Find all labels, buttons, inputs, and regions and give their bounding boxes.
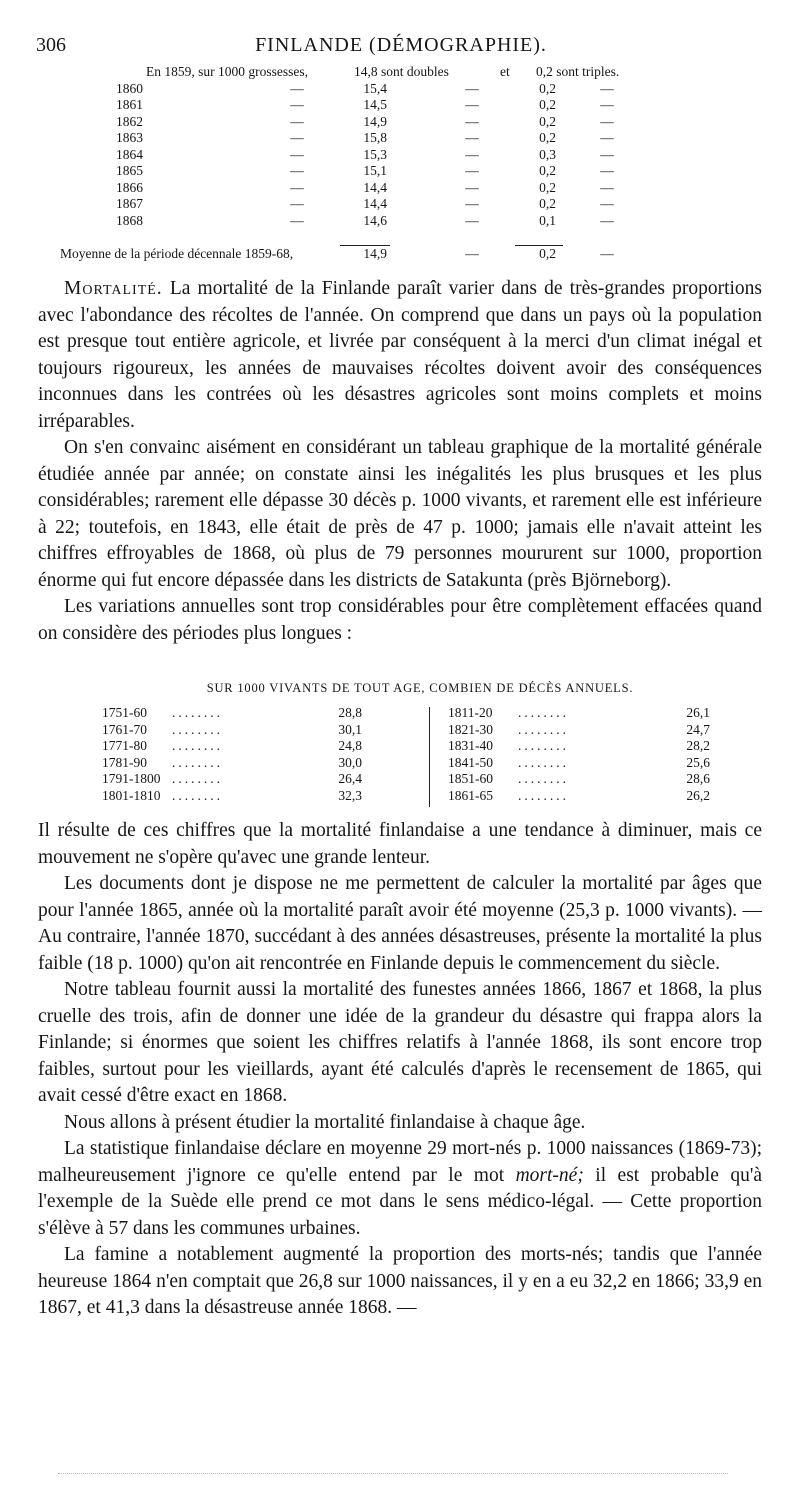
- annual-rate: 30,0: [338, 754, 362, 770]
- annual-deaths-row: [448, 788, 710, 805]
- annual-deaths-row: [102, 705, 362, 722]
- twin-dash: —: [600, 113, 614, 129]
- twin-dash: —: [290, 113, 304, 129]
- annual-period: 1751-60: [102, 705, 147, 720]
- annual-period: 1841-50: [448, 754, 493, 770]
- twin-dash: —: [290, 97, 304, 112]
- twin-dash: —: [465, 80, 479, 96]
- twin-dash: —: [600, 97, 614, 112]
- twin-dash: —: [600, 163, 614, 178]
- twin-triples: 0,2: [539, 130, 556, 145]
- annual-deaths-row: [102, 755, 362, 772]
- twin-first-label: En 1859, sur 1000 grossesses,: [146, 64, 308, 79]
- twin-dash: —: [600, 212, 614, 228]
- annual-rate: 24,7: [686, 721, 710, 737]
- twin-mean-row: [60, 246, 660, 263]
- twin-year: 1863: [116, 130, 143, 145]
- twin-doubles: 14,9: [363, 113, 387, 129]
- annual-period: 1821-30: [448, 721, 493, 737]
- twin-triples: 0,2: [539, 80, 556, 96]
- twin-doubles: 15,3: [363, 146, 387, 162]
- twin-dash: —: [290, 179, 304, 195]
- leader-dots: ........: [172, 721, 223, 737]
- twin-year: 1861: [116, 97, 143, 112]
- annual-period: 1801-1810: [102, 787, 161, 803]
- twin-row: [60, 163, 660, 180]
- twin-row: [60, 130, 660, 147]
- page-header: [36, 34, 766, 58]
- twin-year: 1868: [116, 212, 143, 228]
- annual-rate: 28,6: [686, 771, 710, 786]
- twin-row: [60, 81, 660, 98]
- annual-rate: 25,6: [686, 754, 710, 770]
- leader-dots: ........: [172, 754, 223, 770]
- after-p5-b: il est probable qu'à l'exemple de la Suède elle prend ce mot dans le sens médico-légal. — Cette proportion s'élève à 57 dans les communes urbaines.: [38, 1164, 762, 1239]
- twin-triples: 0,2: [539, 179, 556, 195]
- annual-deaths-row: [448, 771, 710, 788]
- twin-doubles: 14,4: [363, 196, 387, 211]
- twin-dash: —: [600, 130, 614, 145]
- twin-dash: —: [290, 196, 304, 211]
- after-table-section: [38, 818, 762, 1322]
- annual-deaths-row: [448, 755, 710, 772]
- annual-deaths-row: [448, 738, 710, 755]
- twin-dash: —: [465, 130, 479, 145]
- page-number: 306: [36, 34, 66, 56]
- twin-mean-dash-end: —: [600, 246, 614, 261]
- twin-doubles: 15,1: [363, 163, 387, 178]
- annual-period: 1771-80: [102, 738, 147, 753]
- mortality-section: [38, 276, 762, 647]
- twin-doubles: 15,4: [363, 80, 387, 96]
- twin-dash: —: [465, 146, 479, 162]
- annual-period: 1781-90: [102, 754, 147, 770]
- twin-doubles: 14,5: [363, 97, 387, 112]
- twin-row: [60, 97, 660, 114]
- twin-year: 1860: [116, 80, 143, 96]
- leader-dots: ........: [172, 771, 223, 786]
- twin-dash: —: [600, 80, 614, 96]
- twin-year: 1867: [116, 196, 143, 211]
- twin-year: 1865: [116, 163, 143, 178]
- annual-deaths-row: [102, 738, 362, 755]
- twin-dash: —: [465, 179, 479, 195]
- twin-mean-doubles: 14,9: [363, 246, 387, 261]
- twin-triples: 0,3: [539, 146, 556, 162]
- annual-period: 1861-65: [448, 787, 493, 803]
- twin-first-et: et: [500, 64, 510, 79]
- twin-doubles: 14,4: [363, 179, 387, 195]
- twin-dash: —: [465, 113, 479, 129]
- leader-dots: ........: [518, 771, 569, 786]
- twin-births-table: [60, 64, 660, 261]
- twin-dash: —: [290, 212, 304, 228]
- twin-row: [60, 213, 660, 230]
- leader-dots: ........: [518, 787, 569, 803]
- leader-dots: ........: [172, 787, 223, 803]
- mortality-paragraph-1: [38, 276, 762, 435]
- twin-row: [60, 114, 660, 131]
- twin-mean-label: Moyenne de la période décennale 1859-68,: [60, 246, 294, 261]
- twin-row: [60, 196, 660, 213]
- leader-dots: ........: [518, 738, 569, 753]
- twin-year: 1864: [116, 146, 143, 162]
- after-paragraph-6: La famine a notablement augmenté la proportion des morts-nés; tandis que l'année heureuse 1864 n'en comptait que 26,8 sur 1000 naissances, il y en a eu 32,2 en 1866; 33,9 en 1867, et 41,3 dans la désastreuse année 1868. —: [38, 1244, 762, 1318]
- leader-dots: ........: [172, 738, 223, 753]
- annual-rate: 24,8: [338, 738, 362, 753]
- annual-deaths-caption: SUR 1000 VIVANTS DE TOUT AGE, COMBIEN DE DÉCÈS ANNUELS.: [206, 681, 634, 695]
- annual-deaths-right-column: [448, 705, 710, 804]
- twin-year: 1866: [116, 179, 143, 195]
- twin-triples: 0,1: [539, 212, 556, 228]
- after-paragraph-3: Notre tableau fournit aussi la mortalité des funestes années 1866, 1867 et 1868, la plus cruelle des trois, afin de donner une idée de la grandeur du désastre qui frappa alors la Finlande; si énormes que soient les chiffres relatifs à l'année 1868, ils sont encore trop faibles, surtout pour les vieillards, ayant été calculés d'après le recensement de 1865, qui avait cessé d'être exact en 1868.: [38, 979, 762, 1106]
- bottom-rule: [58, 1473, 728, 1474]
- annual-deaths-row: [102, 722, 362, 739]
- annual-deaths-row: [102, 788, 362, 805]
- after-paragraph-1: Il résulte de ces chiffres que la mortalité finlandaise a une tendance à diminuer, mais ce mouvement ne s'opère qu'avec une grande lenteur.: [38, 820, 762, 868]
- annual-deaths-divider: [429, 707, 430, 807]
- twin-doubles: 14,6: [363, 212, 387, 228]
- after-p5-em: mort-né;: [515, 1164, 584, 1186]
- twin-triples: 0,2: [539, 113, 556, 129]
- twin-dash: —: [290, 130, 304, 145]
- twin-year: 1862: [116, 113, 143, 129]
- annual-rate: 28,2: [686, 738, 710, 753]
- twin-dash: —: [465, 212, 479, 228]
- annual-period: 1791-1800: [102, 771, 161, 786]
- twin-first-triples: 0,2 sont triples.: [536, 64, 620, 79]
- annual-period: 1831-40: [448, 738, 493, 753]
- annual-period: 1851-60: [448, 771, 493, 786]
- mortality-p1-text: La mortalité de la Finlande paraît varier dans de très-grandes proportions avec l'abondance des récoltes de l'année. On comprend que dans un pays où la population est presque tout entière agricole, et livrée par conséquent à la merci d'un climat inégal et toujours rigoureux, les années de mauvaises récoltes doivent avoir des conséquences inconnues dans les contrées où les désastres agricoles sont moins complets et moins irréparables.: [38, 278, 763, 432]
- twin-mean-triples: 0,2: [539, 246, 556, 261]
- twin-doubles: 15,8: [363, 130, 387, 145]
- mortality-heading: Mortalité.: [64, 278, 163, 299]
- annual-deaths-left-column: [102, 705, 362, 804]
- twin-triples: 0,2: [539, 196, 556, 211]
- annual-rate: 28,8: [338, 705, 362, 720]
- twin-dash: —: [600, 196, 614, 211]
- twin-dash: —: [600, 146, 614, 162]
- twin-mean-dash: —: [465, 246, 479, 261]
- twin-triples: 0,2: [539, 163, 556, 178]
- annual-period: 1761-70: [102, 721, 147, 737]
- twin-dash: —: [290, 80, 304, 96]
- twin-dash: —: [290, 146, 304, 162]
- twin-triples: 0,2: [539, 97, 556, 112]
- annual-deaths-row: [448, 722, 710, 739]
- after-paragraph-5: [38, 1136, 762, 1242]
- leader-dots: ........: [518, 754, 569, 770]
- annual-deaths-row: [448, 705, 710, 722]
- mortality-paragraph-2: On s'en convainc aisément en considérant un tableau graphique de la mortalité générale étudiée année par année; on constate ainsi les inégalités les plus brusques et les plus considérables; rarement elle dépasse 30 décès p. 1000 vivants, et rarement elle est inférieure à 22; toutefois, en 1843, elle était de près de 47 p. 1000; jamais elle n'avait atteint les chiffres effroyables de 1868, où plus de 79 personnes moururent sur 1000, proportion énorme qui fut encore dépassée dans les districts de Satakunta (près Björneborg).: [38, 437, 762, 591]
- leader-dots: ........: [172, 705, 223, 720]
- after-paragraph-2: Les documents dont je dispose ne me permettent de calculer la mortalité par âges que pour l'année 1865, année où la mortalité paraît avoir été moyenne (25,3 p. 1000 vivants). — Au contraire, l'année 1870, succédant à des années désastreuses, présente la mortalité la plus faible (18 p. 1000) qu'on ait rencontrée en Finlande depuis le commencement du siècle.: [38, 873, 762, 974]
- annual-rate: 26,2: [686, 787, 710, 803]
- annual-rate: 26,1: [686, 705, 710, 720]
- twin-dash: —: [465, 196, 479, 211]
- twin-first-doubles: 14,8 sont doubles: [354, 64, 449, 79]
- twin-dash: —: [600, 179, 614, 195]
- after-p5-a: La statistique finlandaise déclare en moyenne 29 mort-nés p. 1000 naissances (1869-73); malheureusement j'ignore ce qu'elle entend par le mot: [38, 1138, 762, 1186]
- twin-dash: —: [465, 163, 479, 178]
- annual-deaths-row: [102, 771, 362, 788]
- twin-row: [60, 147, 660, 164]
- leader-dots: ........: [518, 705, 569, 720]
- leader-dots: ........: [518, 721, 569, 737]
- mortality-paragraph-3: Les variations annuelles sont trop considérables pour être complètement effacées quand on considère des périodes plus longues :: [38, 596, 762, 644]
- annual-rate: 30,1: [338, 721, 362, 737]
- annual-rate: 32,3: [338, 787, 362, 803]
- annual-period: 1811-20: [448, 705, 493, 720]
- twin-row-1859: [60, 64, 660, 81]
- running-title: FINLANDE (DÉMOGRAPHIE).: [255, 34, 547, 56]
- annual-rate: 26,4: [338, 771, 362, 786]
- twin-dash: —: [465, 97, 479, 112]
- twin-row: [60, 180, 660, 197]
- twin-dash: —: [290, 163, 304, 178]
- after-paragraph-4: Nous allons à présent étudier la mortalité finlandaise à chaque âge.: [64, 1111, 586, 1133]
